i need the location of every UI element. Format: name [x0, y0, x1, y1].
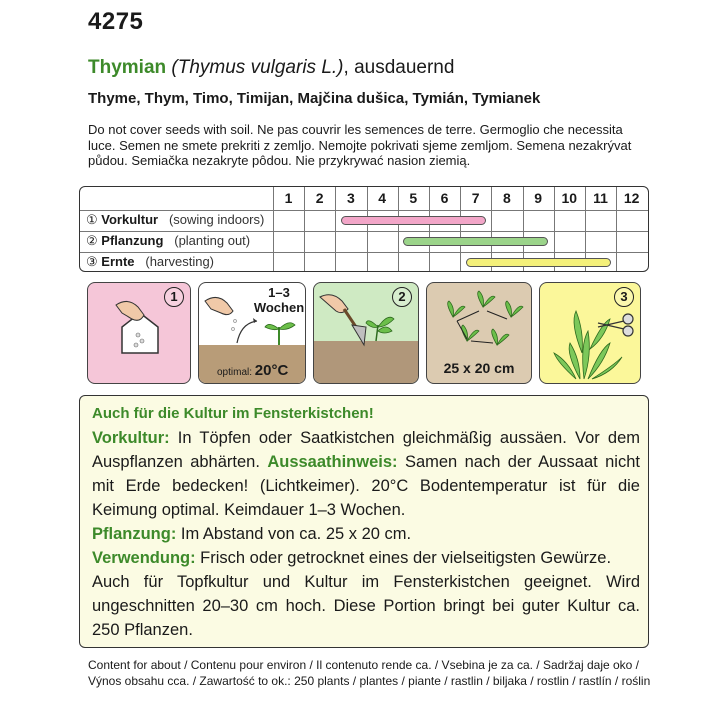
calendar-bar [403, 237, 548, 246]
step-number-3: 3 [614, 287, 634, 307]
aussaat-text: Samen nach der Aussaat nicht mit Erde bedecken! (Lichtkeimer). 20°C Bodentemperatur ist für die Keimung optimal. Keimdauer 1–3 Wochen. [92, 453, 640, 519]
germination-duration [251, 285, 306, 315]
footer-line-2: Výnos obsahu cca. / Zawartość to ok.: 250 plants / plantes / piante / rastlin / biljaka / rostlin / rastlín / roślin [88, 674, 651, 688]
step-symbol: ② [86, 233, 98, 248]
title-suffix: , ausdauernd [343, 57, 455, 78]
calendar-divider [460, 187, 461, 271]
month-label: 2 [315, 190, 324, 206]
month-label: 3 [346, 190, 355, 206]
step-number-2: 2 [392, 287, 412, 307]
pflanzung-label: Pflanzung: [92, 525, 177, 543]
month-label: 9 [534, 190, 542, 206]
calendar-row-planting [80, 231, 648, 252]
verwendung-text: Frisch oder getrocknet eines der vielseitigsten Gewürze. [195, 549, 612, 567]
vorkultur-label: Vorkultur: [92, 429, 170, 447]
calendar-row-translation: (sowing indoors) [168, 212, 265, 227]
instructions-text [92, 426, 640, 642]
month-label: 5 [409, 190, 418, 206]
vorkultur-text: In Töpfen oder Saatkistchen gleichmäßig aussäen. Vor dem Auspflanzen abhärten. [92, 429, 640, 471]
month-label: 7 [471, 190, 480, 206]
pflanzung-text: Im Abstand von ca. 25 x 20 cm. [176, 525, 412, 543]
calendar-header [80, 187, 648, 210]
footer-line-1: Content for about / Contenu pour environ / Il contenuto rende ca. / Vsebina je za ca. / Sadržaj daje oko / [88, 658, 640, 672]
temperature-value: 20°C [254, 362, 289, 379]
illustration-planting [313, 282, 419, 384]
sowing-note: Do not cover seeds with soil. Ne pas couvrir les semences de terre. Germoglio che necessita luce. Semen ne smete prekriti z zemljo. Nemojte pokrivati sjeme zemljom. Semena nezakrývat půdou. Semiačka nezakryte pôdou. Nie przykrywać nasion ziemią. [88, 122, 632, 168]
calendar-bar [466, 258, 611, 267]
calendar-row-translation: (harvesting) [145, 254, 214, 269]
month-label: 6 [440, 190, 449, 206]
calendar-row-translation: (planting out) [174, 233, 251, 248]
month-label: 4 [378, 190, 386, 206]
month-label: 11 [593, 190, 608, 206]
step-number-1: 1 [164, 287, 184, 307]
calendar-row-label: Ernte [101, 254, 135, 269]
calendar-divider [398, 187, 399, 271]
illustration-germination [198, 282, 306, 384]
optimal-label: optimal: [217, 367, 253, 378]
month-label: 12 [623, 190, 640, 206]
calendar-divider [335, 187, 336, 271]
illustration-sowing [87, 282, 191, 384]
calendar-divider [304, 187, 305, 271]
illustration-harvest [539, 282, 641, 384]
title-latin: (Thymus vulgaris L.) [171, 57, 344, 78]
calendar-divider [367, 187, 368, 271]
optimal-temperature [217, 362, 288, 379]
title-name: Thymian [88, 57, 167, 78]
month-label: 1 [284, 190, 293, 206]
product-title [88, 57, 454, 79]
calendar-divider [429, 187, 430, 271]
product-code: 4275 [88, 8, 144, 35]
calendar-divider [616, 187, 617, 271]
step-symbol: ① [86, 212, 98, 227]
month-label: 8 [502, 190, 511, 206]
month-label: 10 [561, 190, 578, 206]
growing-instructions [79, 395, 649, 648]
aussaat-label: Aussaathinweis: [267, 453, 398, 471]
calendar-row-label: Vorkultur [101, 212, 159, 227]
extra-text: Auch für Topfkultur und Kultur im Fensterkistchen geeignet. Wird ungeschnitten 20–30 cm hoch. Diese Portion bringt bei guter Kultur ca. 250 Pflanzen. [92, 573, 640, 639]
calendar-bar [341, 216, 486, 225]
content-footer [88, 657, 650, 689]
illustration-spacing [426, 282, 532, 384]
instructions-heading: Auch für die Kultur im Fensterkistchen! [92, 405, 374, 422]
growing-calendar [79, 186, 649, 272]
plant-spacing-label: 25 x 20 cm [443, 360, 515, 376]
step-symbol: ③ [86, 254, 98, 269]
germination-weeks: 1–3 Wochen [253, 285, 305, 315]
calendar-row-label: Pflanzung [101, 233, 164, 248]
translated-names: Thyme, Thym, Timo, Timijan, Majčina dušica, Tymián, Tymianek [88, 90, 541, 107]
verwendung-label: Verwendung: [92, 549, 196, 567]
